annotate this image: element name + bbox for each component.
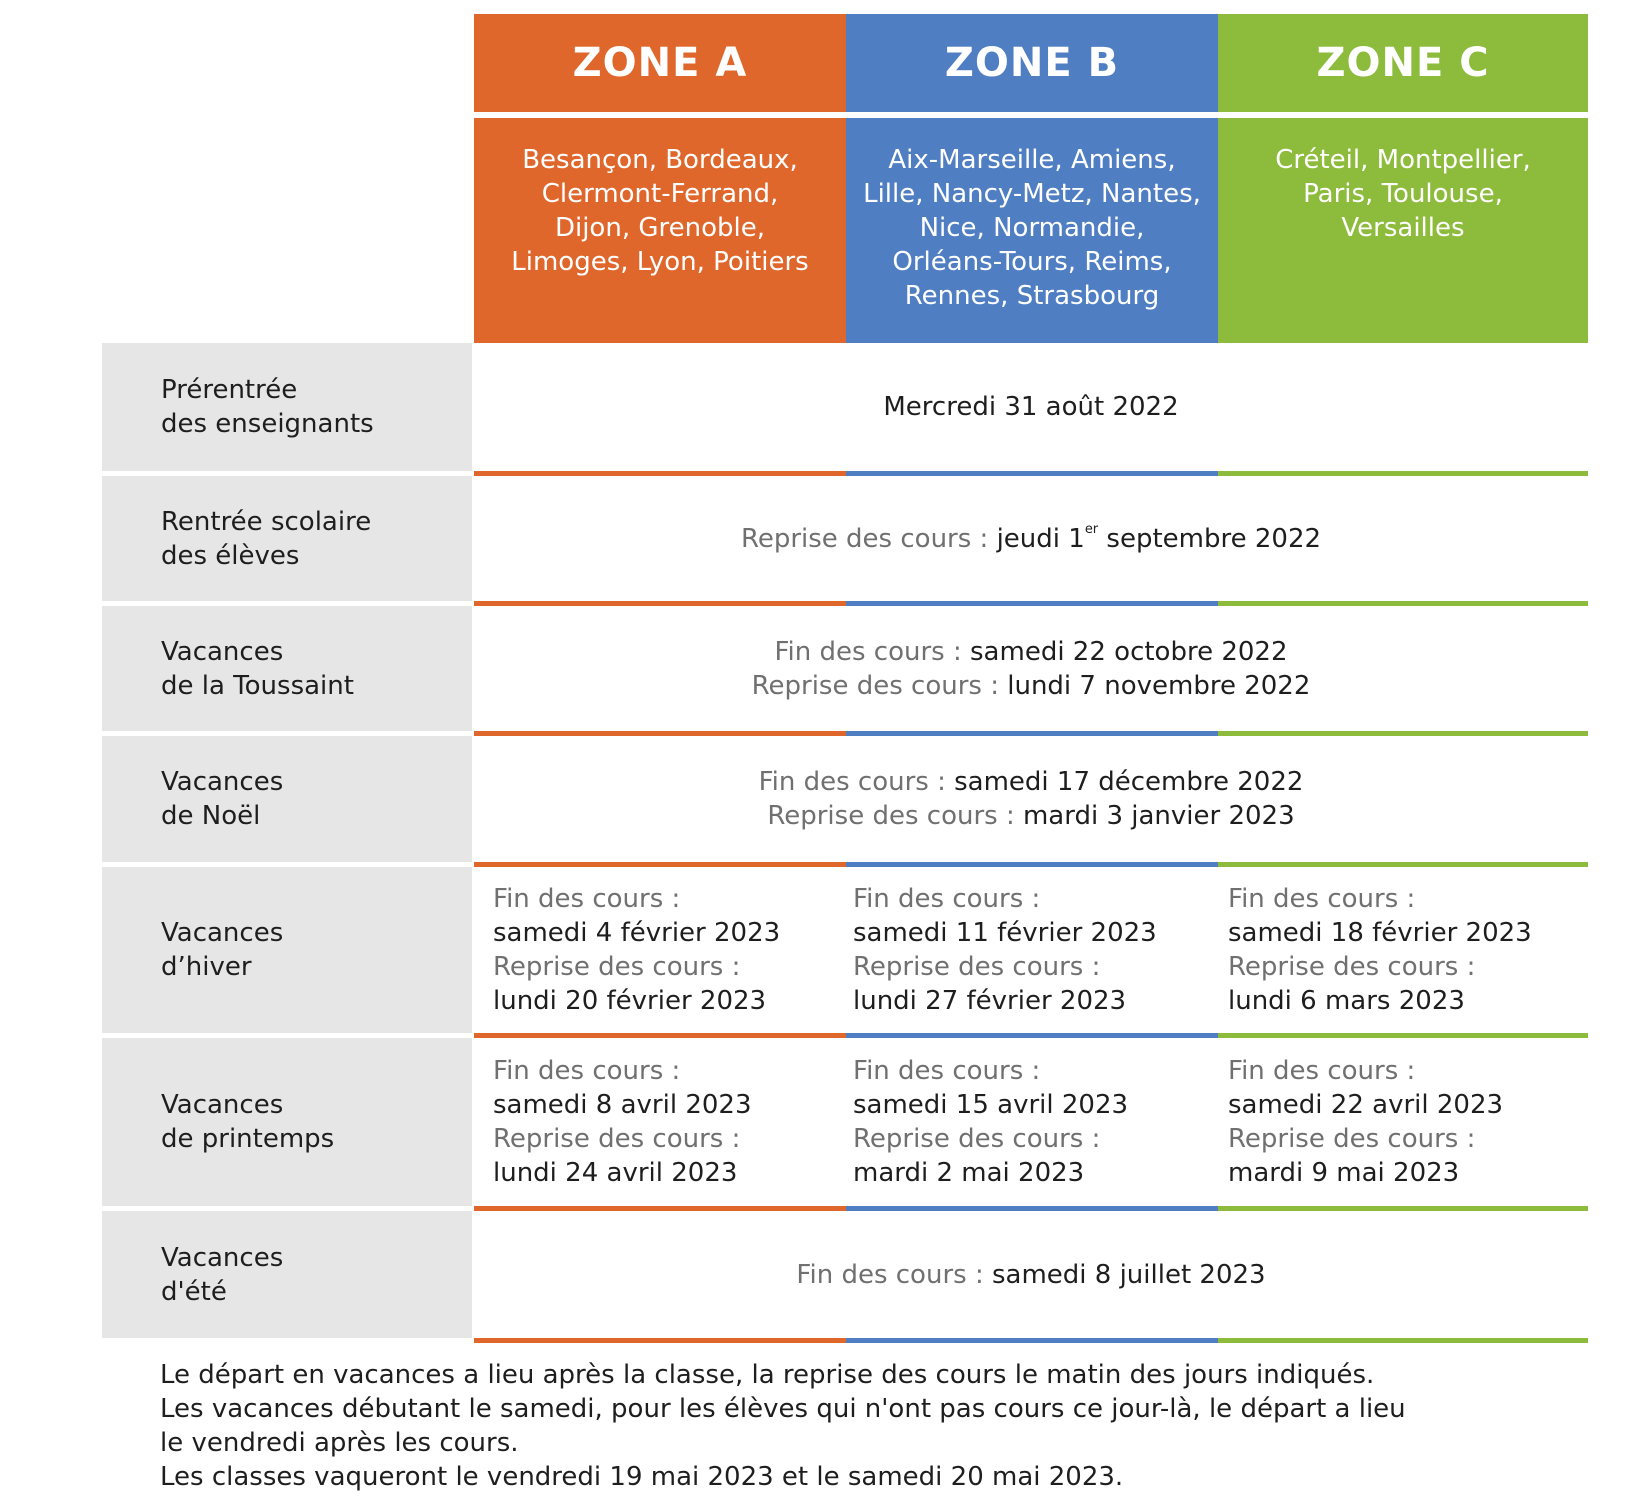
- printemps-b-resume-date: mardi 2 mai 2023: [853, 1158, 1085, 1188]
- rentree-line: [741, 522, 1321, 556]
- footer-line: Les vacances débutant le samedi, pour les élèves qui n'ont pas cours ce jour-là, le départ a lieu: [160, 1394, 1406, 1424]
- noel-resume-label: Reprise des cours :: [767, 801, 1015, 831]
- printemps-a-end-label: Fin des cours :: [493, 1056, 681, 1086]
- ete-end-date: samedi 8 juillet 2023: [991, 1259, 1266, 1290]
- printemps-a-end-date: samedi 8 avril 2023: [493, 1090, 752, 1120]
- zone-c-city-line: Versailles: [1341, 213, 1465, 243]
- footer-line: Les classes vaqueront le vendredi 19 mai 2023 et le samedi 20 mai 2023.: [160, 1462, 1124, 1492]
- printemps-zone-a-cell: [493, 1038, 843, 1206]
- hiver-c-resume-label: Reprise des cours :: [1228, 952, 1476, 982]
- hiver-c-end-date: samedi 18 février 2023: [1228, 918, 1532, 948]
- row-label-prerentree: [102, 343, 472, 471]
- hiver-zone-b-cell: [853, 867, 1213, 1033]
- zone-a-city-line: Clermont-Ferrand,: [541, 179, 779, 209]
- noel-end-line: [759, 765, 1304, 799]
- row-body-ete: [474, 1211, 1588, 1338]
- row-label-line: de printemps: [161, 1124, 335, 1154]
- zone-c-city-line: Paris, Toulouse,: [1303, 179, 1503, 209]
- hiver-b-end-date: samedi 11 février 2023: [853, 918, 1157, 948]
- zone-a-cities: [474, 118, 846, 343]
- row-label-line: des élèves: [161, 540, 300, 571]
- hiver-b-end-label: Fin des cours :: [853, 884, 1041, 914]
- zone-b-cities: [846, 118, 1218, 343]
- zone-b-header: ZONE B: [846, 14, 1218, 112]
- footer-notes: [160, 1358, 1580, 1494]
- ete-end-label: Fin des cours :: [796, 1259, 984, 1290]
- printemps-c-end-date: samedi 22 avril 2023: [1228, 1090, 1504, 1120]
- noel-end-label: Fin des cours :: [758, 767, 946, 797]
- row-label-line: d'été: [161, 1276, 227, 1307]
- row-label-rentree: [102, 476, 472, 601]
- hiver-a-resume-label: Reprise des cours :: [493, 952, 741, 982]
- row-label-line: d’hiver: [161, 952, 252, 982]
- printemps-c-resume-label: Reprise des cours :: [1228, 1124, 1476, 1154]
- rentree-date-sup: er: [1084, 521, 1099, 537]
- hiver-zone-a-cell: [493, 867, 843, 1033]
- row-label-noel: [102, 736, 472, 862]
- toussaint-end-date: samedi 22 octobre 2022: [970, 636, 1288, 667]
- zone-c-city-line: Créteil, Montpellier,: [1275, 145, 1531, 175]
- hiver-a-end-label: Fin des cours :: [493, 884, 681, 914]
- row-label-line: Vacances: [161, 1090, 284, 1120]
- zone-b-city-line: Lille, Nancy-Metz, Nantes,: [863, 179, 1201, 209]
- separator-green: [1218, 1338, 1588, 1343]
- printemps-zone-b-cell: [853, 1038, 1213, 1206]
- separator-orange: [474, 1338, 846, 1343]
- zone-b-city-line: Nice, Normandie,: [919, 213, 1145, 243]
- row-label-line: Vacances: [161, 767, 284, 797]
- rentree-date-main: jeudi 1: [996, 523, 1085, 554]
- hiver-b-resume-date: lundi 27 février 2023: [853, 986, 1127, 1016]
- zone-b-city-line: Orléans-Tours, Reims,: [892, 247, 1172, 277]
- row-label-line: Vacances: [161, 1242, 284, 1273]
- toussaint-resume-date: lundi 7 novembre 2022: [1007, 670, 1311, 701]
- printemps-c-end-label: Fin des cours :: [1228, 1056, 1416, 1086]
- footer-line: le vendredi après les cours.: [160, 1428, 519, 1458]
- zone-b-city-line: Rennes, Strasbourg: [904, 281, 1160, 311]
- zone-a-city-line: Dijon, Grenoble,: [554, 213, 765, 243]
- row-label-line: Vacances: [161, 636, 284, 667]
- row-body-prerentree: [474, 343, 1588, 471]
- noel-resume-line: [767, 799, 1294, 833]
- row-label-line: Prérentrée: [161, 375, 298, 405]
- row-body-toussaint: [474, 606, 1588, 731]
- row-label-toussaint: [102, 606, 472, 731]
- zone-b-city-line: Aix-Marseille, Amiens,: [888, 145, 1176, 175]
- footer-line: Le départ en vacances a lieu après la classe, la reprise des cours le matin des jours indiqués.: [160, 1360, 1375, 1390]
- hiver-a-resume-date: lundi 20 février 2023: [493, 986, 767, 1016]
- row-label-ete: [102, 1211, 472, 1338]
- printemps-b-end-date: samedi 15 avril 2023: [853, 1090, 1129, 1120]
- row-label-line: de Noël: [161, 801, 261, 831]
- zone-a-city-line: Limoges, Lyon, Poitiers: [511, 247, 809, 277]
- separator-blue: [846, 1338, 1218, 1343]
- zone-c-header: ZONE C: [1218, 14, 1588, 112]
- rentree-date-rest: septembre 2022: [1106, 523, 1322, 554]
- zone-a-header: ZONE A: [474, 14, 846, 112]
- printemps-a-resume-label: Reprise des cours :: [493, 1124, 741, 1154]
- row-label-line: des enseignants: [161, 409, 374, 439]
- toussaint-resume-line: [752, 669, 1311, 703]
- printemps-zone-c-cell: [1228, 1038, 1588, 1206]
- hiver-b-resume-label: Reprise des cours :: [853, 952, 1101, 982]
- hiver-a-end-date: samedi 4 février 2023: [493, 918, 781, 948]
- ete-end-line: [796, 1258, 1265, 1292]
- printemps-a-resume-date: lundi 24 avril 2023: [493, 1158, 738, 1188]
- row-label-printemps: [102, 1038, 472, 1206]
- hiver-c-resume-date: lundi 6 mars 2023: [1228, 986, 1465, 1016]
- printemps-c-resume-date: mardi 9 mai 2023: [1228, 1158, 1460, 1188]
- row-body-noel: [474, 736, 1588, 862]
- row-label-line: de la Toussaint: [161, 670, 354, 701]
- rentree-prefix: Reprise des cours :: [740, 523, 989, 554]
- row-body-rentree: [474, 476, 1588, 601]
- row-label-line: Vacances: [161, 918, 284, 948]
- printemps-b-resume-label: Reprise des cours :: [853, 1124, 1101, 1154]
- toussaint-resume-label: Reprise des cours :: [751, 670, 999, 701]
- noel-end-date: samedi 17 décembre 2022: [954, 767, 1304, 797]
- toussaint-end-line: [774, 635, 1287, 669]
- printemps-b-end-label: Fin des cours :: [853, 1056, 1041, 1086]
- toussaint-end-label: Fin des cours :: [774, 636, 962, 667]
- hiver-c-end-label: Fin des cours :: [1228, 884, 1416, 914]
- hiver-zone-c-cell: [1228, 867, 1588, 1033]
- noel-resume-date: mardi 3 janvier 2023: [1022, 801, 1295, 831]
- zone-c-cities: [1218, 118, 1588, 343]
- row-label-hiver: [102, 867, 472, 1033]
- prerentree-date: Mercredi 31 août 2022: [883, 392, 1179, 422]
- zone-a-city-line: Besançon, Bordeaux,: [522, 145, 798, 175]
- row-label-line: Rentrée scolaire: [161, 506, 372, 537]
